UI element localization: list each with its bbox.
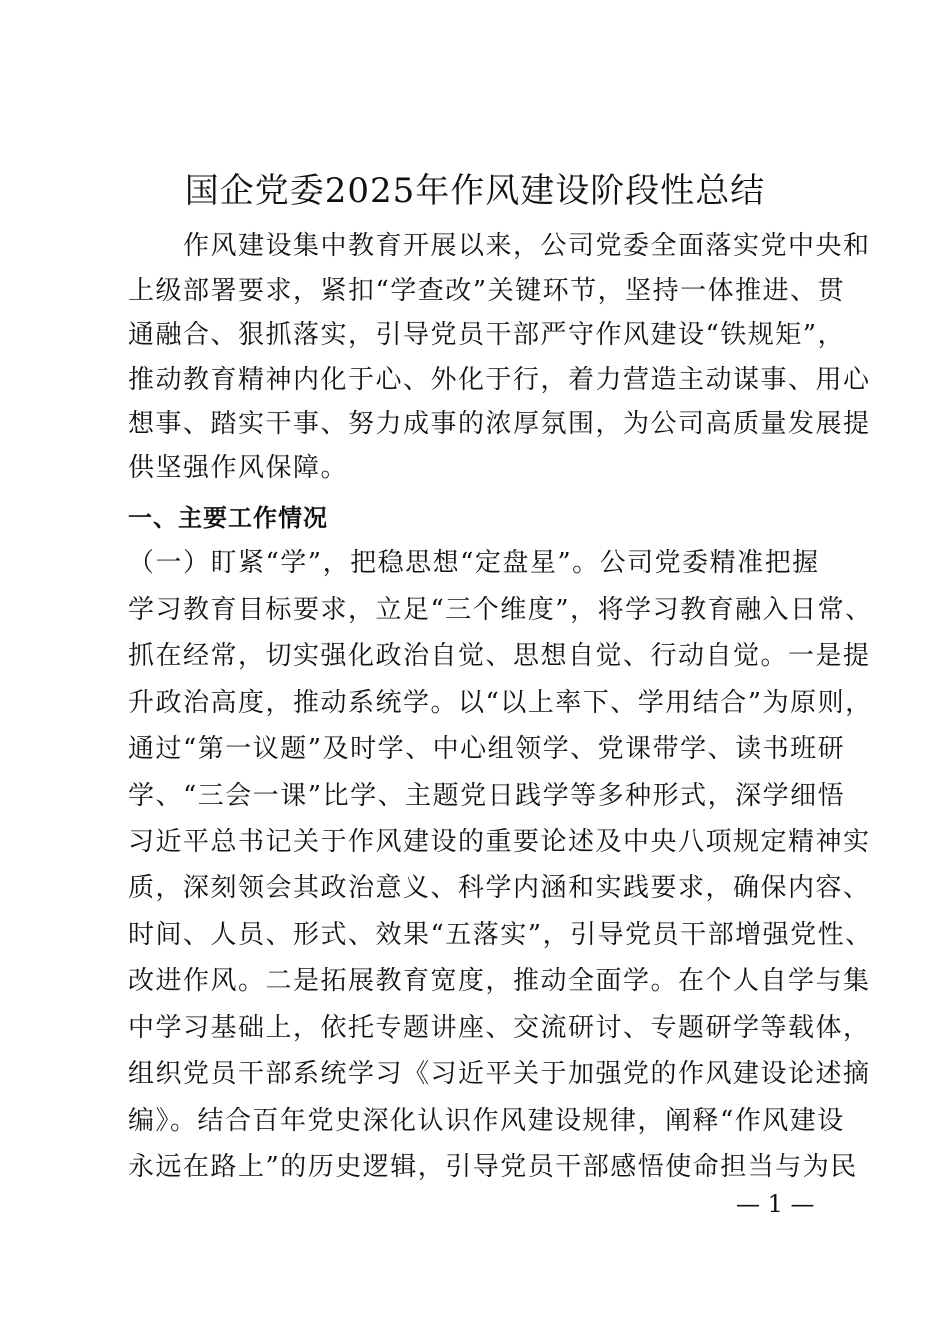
intro-line: 想事、踏实干事、努力成事的浓厚氛围，为公司高质量发展提 [128, 409, 871, 439]
body-line: 质，深刻领会其政治意义、科学内涵和实践要求，确保内容、 [128, 873, 871, 903]
body-line: 组织党员干部系统学习《习近平关于加强党的作风建设论述摘 [128, 1059, 871, 1089]
body-line: 中学习基础上，依托专题讲座、交流研讨、专题研学等载体， [128, 1013, 871, 1043]
intro-line: 上级部署要求，紧扣“学查改”关键环节，坚持一体推进、贯 [128, 276, 846, 306]
body-line: 抓在经常，切实强化政治自觉、思想自觉、行动自觉。一是提 [128, 641, 871, 671]
body-line: 时间、人员、形式、效果“五落实”，引导党员干部增强党性、 [128, 920, 873, 950]
intro-line: 推动教育精神内化于心、外化于行，着力营造主动谋事、用心 [128, 365, 871, 395]
body-line: （一）盯紧“学”，把稳思想“定盘星”。公司党委精准把握 [128, 548, 820, 578]
page-number: — 1 — [736, 1190, 815, 1218]
intro-line: 通融合、狠抓落实，引导党员干部严守作风建设“铁规矩”， [128, 320, 846, 350]
body-line: 编》。结合百年党史深化认识作风建设规律，阐释“作风建设 [128, 1106, 845, 1136]
section-heading: 一、主要工作情况 [128, 504, 328, 532]
body-line: 改进作风。二是拓展教育宽度，推动全面学。在个人自学与集 [128, 966, 871, 996]
body-line: 通过“第一议题”及时学、中心组领学、党课带学、读书班研 [128, 734, 846, 764]
document-title: 国企党委2025年作风建设阶段性总结 [184, 171, 766, 211]
intro-line: 供坚强作风保障。 [128, 453, 349, 483]
body-line: 学习教育目标要求，立足“三个维度”，将学习教育融入日常、 [128, 595, 873, 625]
body-line: 永远在路上”的历史逻辑，引导党员干部感悟使命担当与为民 [128, 1152, 858, 1182]
body-line: 学、“三会一课”比学、主题党日践学等多种形式，深学细悟 [128, 781, 846, 811]
body-line: 习近平总书记关于作风建设的重要论述及中央八项规定精神实 [128, 827, 871, 857]
body-line: 升政治高度，推动系统学。以“以上率下、学用结合”为原则， [128, 688, 873, 718]
intro-line: 作风建设集中教育开展以来，公司党委全面落实党中央和 [128, 231, 871, 261]
